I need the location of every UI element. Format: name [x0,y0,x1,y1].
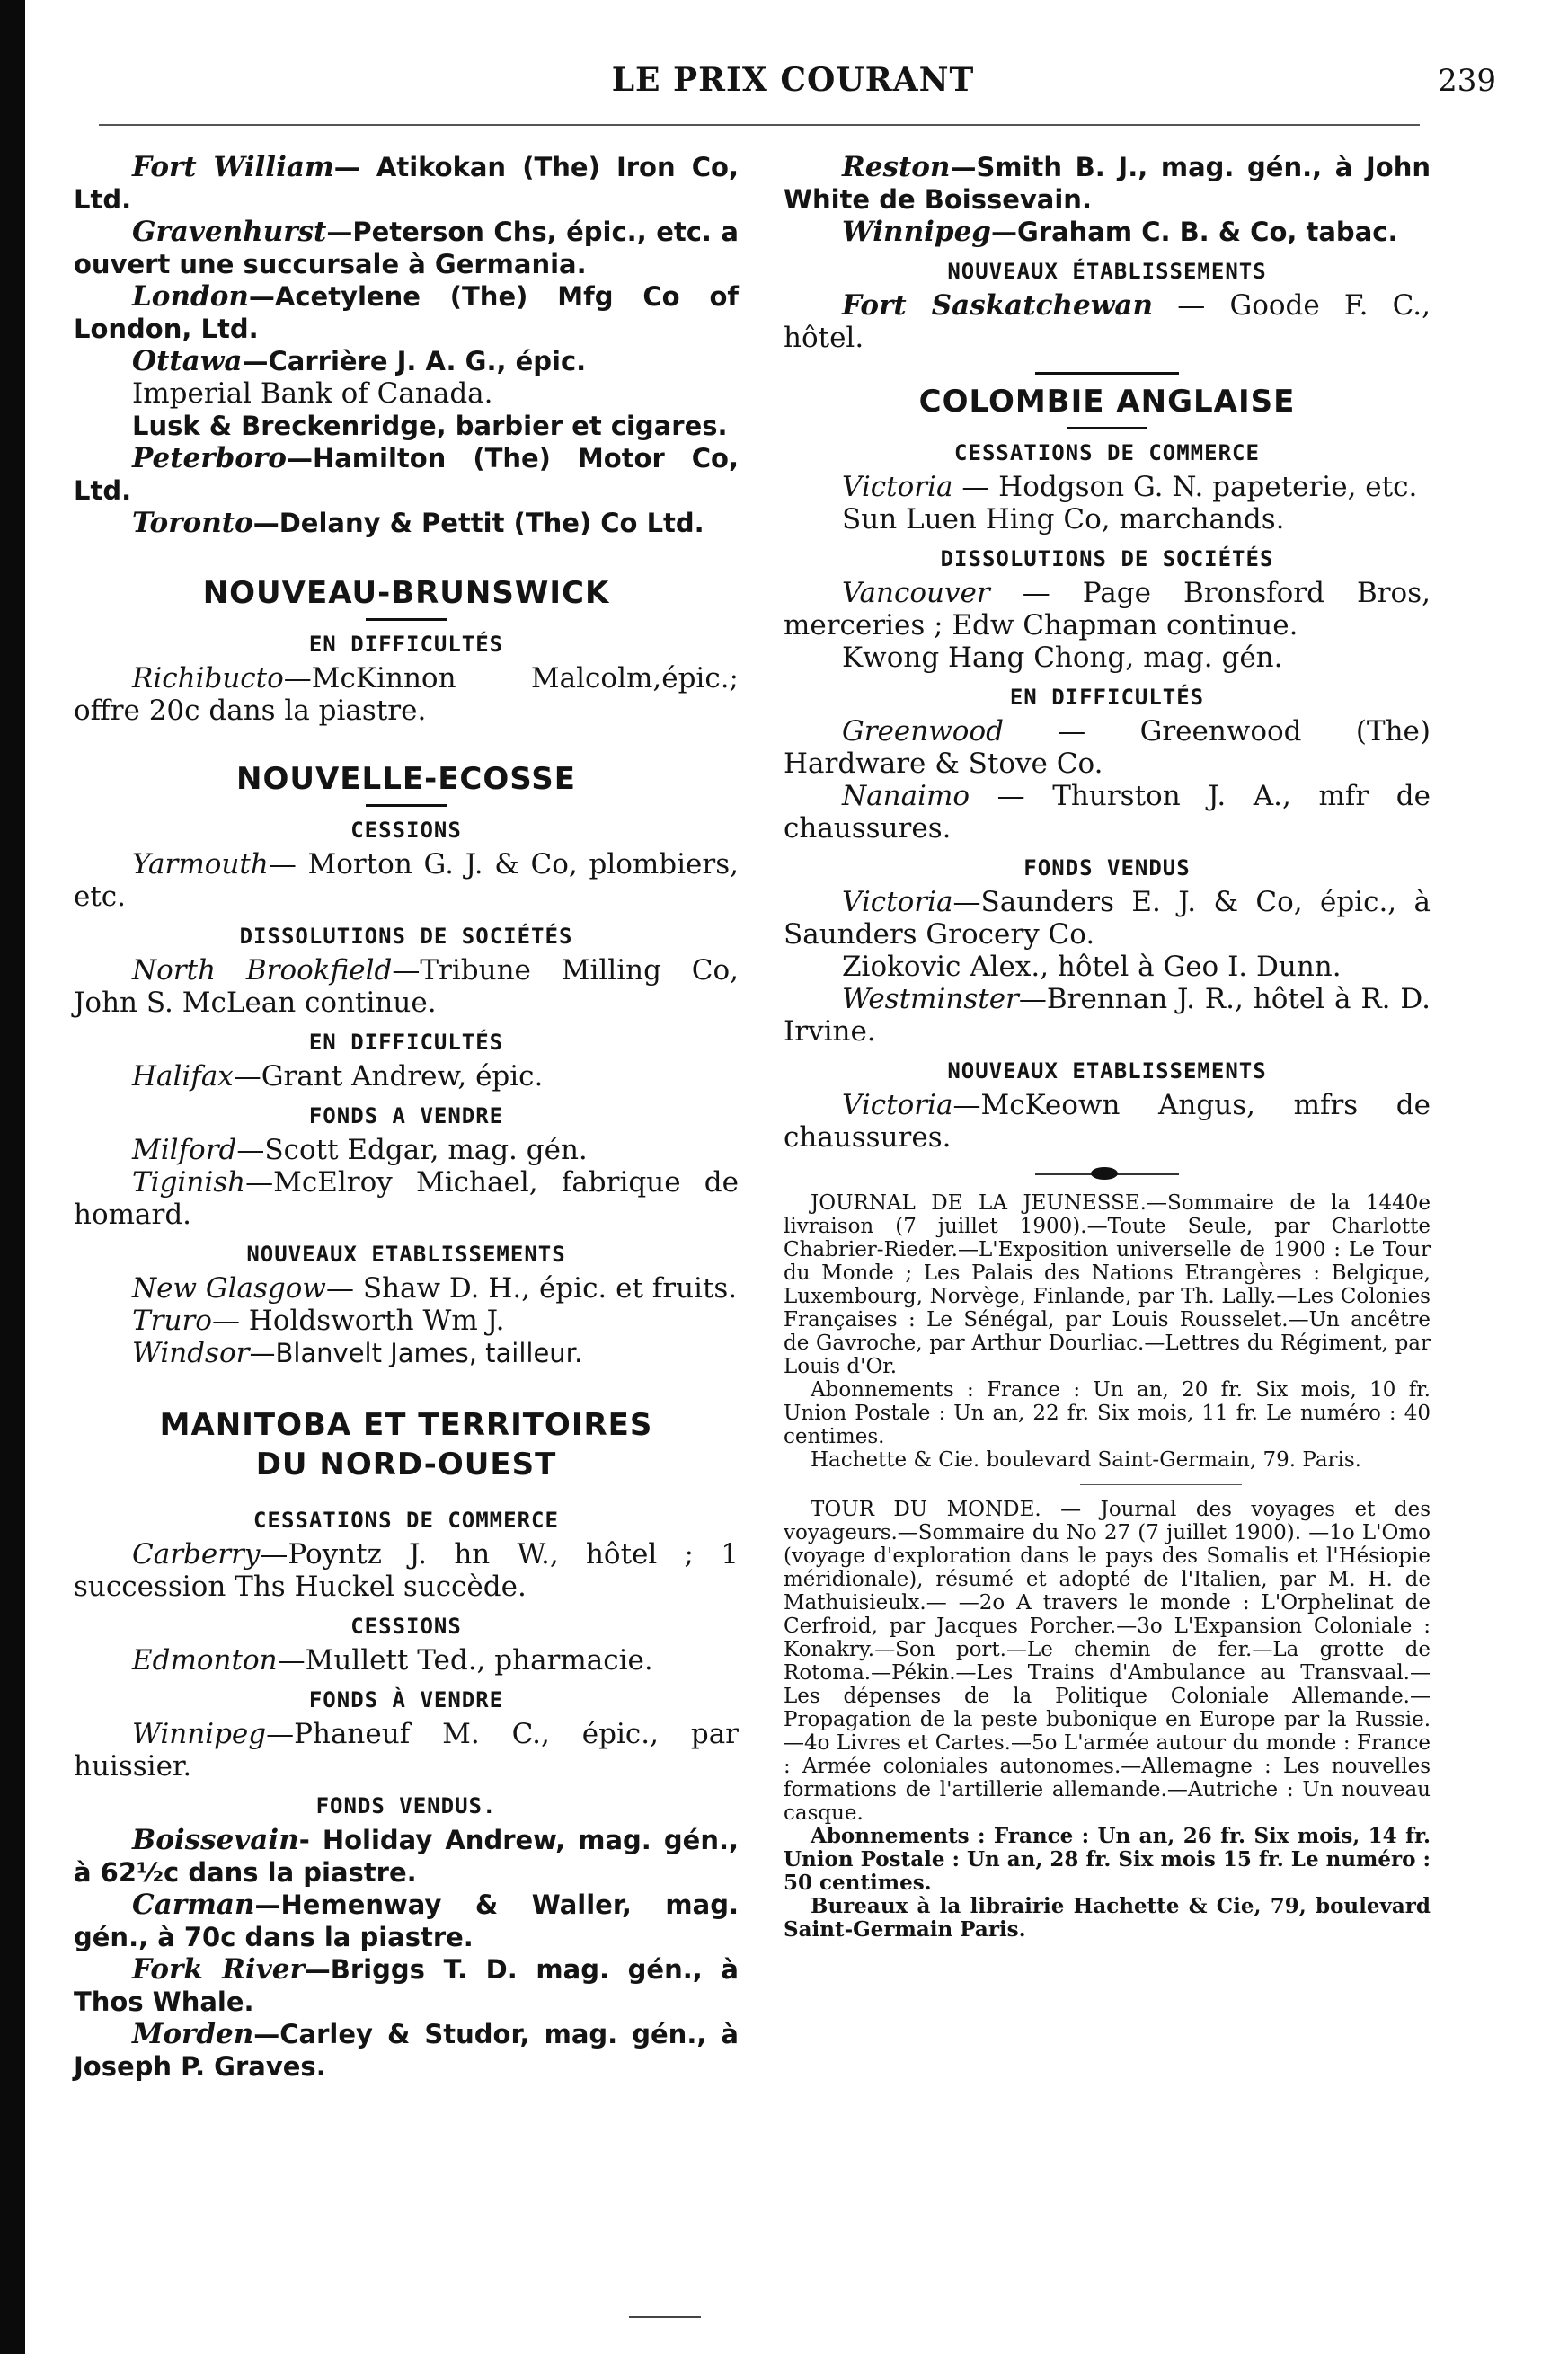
entry: Toronto—Delany & Pettit (The) Co Ltd. [132,507,704,539]
subheading: EN DIFFICULTÉS [308,1030,504,1055]
section-rule [366,804,447,807]
entry: Victoria — Hodgson G. N. papeterie, etc. [842,471,1418,503]
tour-publisher: Bureaux à la librairie Hachette & Cie, 79, boulevard Saint-Germain Paris. [784,1894,1431,1942]
subheading: NOUVEAUX ETABLISSEMENTS [947,1058,1267,1084]
subheading: EN DIFFICULTÉS [1009,685,1205,710]
entry: Victoria—Saunders E. J. & Co, épic., à Saunders Grocery Co. [784,886,1431,951]
subheading: FONDS À VENDRE [308,1687,504,1712]
ornament-icon [1091,1167,1118,1180]
header-rule [99,124,1420,126]
subheading: NOUVEAUX ETABLISSEMENTS [246,1242,566,1267]
entry: Truro— Holdsworth Wm J. [132,1305,505,1337]
entry: Richibucto—McKinnon Malcolm,épic.; offre 20c dans la piastre. [74,662,739,727]
section-title-manitoba: MANITOBA ET TERRITOIRES [159,1407,653,1443]
entry: Ziokovic Alex., hôtel à Geo I. Dunn. [842,951,1342,983]
section-title-nouveau-brunswick: NOUVEAU-BRUNSWICK [202,575,610,611]
entry: Ottawa—Carrière J. A. G., épic. [132,345,587,377]
entry: Windsor—Blanvelt James, tailleur. [132,1337,583,1369]
entry: Morden—Carley & Studor, mag. gén., à Joseph P. Graves. [74,2018,739,2082]
entry: Tiginish—McElroy Michael, fabrique de homard. [74,1166,739,1231]
page-number: 239 [1438,63,1496,99]
journal-text: JOURNAL DE LA JEUNESSE.—Sommaire de la 1440e livraison (7 juillet 1900).—Toute Seule, par Charlotte Chabrier-Rieder.—L'Exposition universelle de 1900 : Le Tour du Monde ; Les Palais des Nations Etrangères : Belgique, Luxembourg, Norvège, Finlande, par Th. Lally.—Les Colonies Françaises : Le Sénégal, par Louis Rousselet.—Un ancêtre de Gavroche, par Arthur Dourliac.—Lettres du Régiment, par Louis d'Or. [784,1191,1431,1378]
subheading: DISSOLUTIONS DE SOCIÉTÉS [239,924,573,949]
entry: Milford—Scott Edgar, mag. gén. [132,1134,588,1166]
entry: New Glasgow— Shaw D. H., épic. et fruits. [132,1272,738,1305]
entry: Nanaimo — Thurston J. A., mfr de chaussures. [784,780,1431,845]
subheading: CESSATIONS DE COMMERCE [954,440,1260,465]
subheading: CESSIONS [350,818,462,843]
entry: Fort William— Atikokan (The) Iron Co, Ltd. [74,151,739,215]
entry: Yarmouth— Morton G. J. & Co, plombiers, etc. [74,848,739,913]
section-title-colombie-anglaise: COLOMBIE ANGLAISE [918,384,1296,420]
page-title: LE PRIX COURANT [611,61,975,99]
right-column [784,144,1431,1942]
entry: Sun Luen Hing Co, marchands. [842,503,1285,535]
entry: Halifax—Grant Andrew, épic. [132,1060,544,1093]
entry: Reston—Smith B. J., mag. gén., à John White de Boissevain. [784,151,1431,215]
entry: Greenwood — Greenwood (The) Hardware & Stove Co. [784,715,1431,780]
page-header [54,54,1532,108]
journal-publisher: Hachette & Cie. boulevard Saint-Germain, 79. Paris. [811,1448,1361,1472]
subheading: DISSOLUTIONS DE SOCIÉTÉS [940,546,1274,571]
entry: Imperial Bank of Canada. [132,377,493,410]
section-rule [1035,372,1179,375]
tour-text: TOUR DU MONDE. — Journal des voyages et des voyageurs.—Sommaire du No 27 (7 juillet 1900). —1o L'Omo (voyage d'exploration dans le pays des Somalis et l'Hésiopie méridionale), résumé et adopté de l'Italien, par M. H. de Mathuisieulx.— —2o A travers le monde : L'Orphelinat de Cerfroid, par Jacques Porcher.—3o L'Expansion Coloniale : Konakry.—Son port.—Le chemin de fer.—La grotte de Rotoma.—Pékin.—Les Trains d'Ambulance au Transvaal.—Les dépenses de la Politique Coloniale Allemande.—Propagation de la peste bubonique en Europe par la Russie.—4o Livres et Cartes.—5o L'armée autour du monde : France : Armée coloniales autonomes.—Allemagne : Les nouvelles formations de l'artillerie allemande.—Autriche : Un nouveau casque. [784,1498,1431,1825]
section-rule [366,618,447,621]
entry: Winnipeg—Phaneuf M. C., épic., par huissier. [74,1718,739,1783]
entry: Fork River—Briggs T. D. mag. gén., à Thos Whale. [74,1953,739,2017]
entry: North Brookfield—Tribune Milling Co, John S. McLean continue. [74,954,739,1019]
entry: Carberry—Poyntz J. hn W., hôtel ; 1 succession Ths Huckel succède. [74,1538,739,1603]
entry: Gravenhurst—Peterson Chs, épic., etc. a ouvert une succursale à Germania. [74,216,739,279]
section-rule [1067,427,1147,429]
entry: Victoria—McKeown Angus, mfrs de chaussures. [784,1089,1431,1154]
subheading: EN DIFFICULTÉS [308,632,504,657]
left-column [74,144,739,2083]
section-title-nord-ouest: DU NORD-OUEST [255,1447,557,1482]
subheading: FONDS VENDUS. [315,1793,497,1819]
subheading: FONDS A VENDRE [308,1103,504,1128]
entry: Peterboro—Hamilton (The) Motor Co, Ltd. [74,442,739,506]
entry: Fort Saskatchewan — Goode F. C., hôtel. [784,289,1431,354]
tour-subscription: Abonnements : France : Un an, 26 fr. Six mois, 14 fr. Union Postale : Un an, 28 fr. Six mois 15 fr. Le numéro : 50 centimes. [784,1824,1431,1895]
entry: Winnipeg—Graham C. B. & Co, tabac. [842,216,1398,248]
entry: Lusk & Breckenridge, barbier et cigares. [132,411,728,441]
small-rule [1080,1484,1242,1485]
ornament-separator [1035,1173,1179,1175]
entry: Boissevain- Holiday Andrew, mag. gén., à 62½c dans la piastre. [74,1824,739,1888]
entry: Vancouver — Page Bronsford Bros, merceries ; Edw Chapman continue. [784,577,1431,642]
scan-edge-bar [0,0,25,2354]
entry: Carman—Hemenway & Waller, mag. gén., à 70c dans la piastre. [74,1889,739,1952]
subheading: NOUVEAUX ÉTABLISSEMENTS [947,259,1267,284]
subheading: CESSIONS [350,1614,462,1639]
entry: London—Acetylene (The) Mfg Co of London, Ltd. [74,280,739,344]
section-title-nouvelle-ecosse: NOUVELLE-ECOSSE [236,761,576,797]
subheading: FONDS VENDUS [1023,855,1191,881]
entry: Kwong Hang Chong, mag. gén. [842,642,1283,674]
subheading: CESSATIONS DE COMMERCE [253,1508,559,1533]
journal-subscription: Abonnements : France : Un an, 20 fr. Six mois, 10 fr. Union Postale : Un an, 22 fr. Six mois, 11 fr. Le numéro : 40 centimes. [784,1378,1431,1448]
entry: Edmonton—Mullett Ted., pharmacie. [132,1644,653,1677]
bottom-mark [629,2316,701,2318]
entry: Westminster—Brennan J. R., hôtel à R. D. Irvine. [784,983,1431,1048]
